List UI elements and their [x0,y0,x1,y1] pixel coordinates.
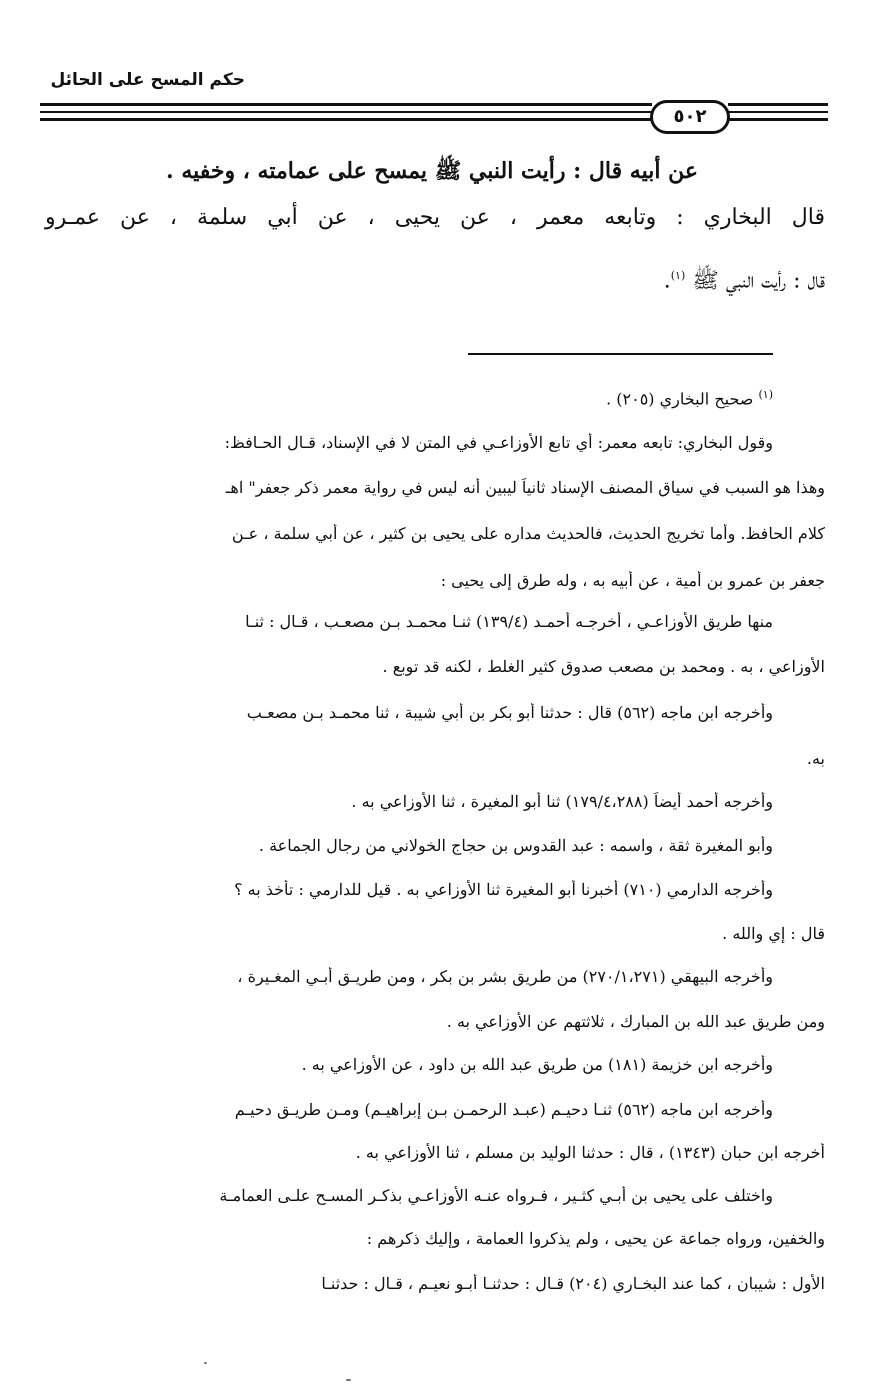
footnote-reference-mark: (١) [670,269,686,282]
footnote-line-12: وأخرجه الدارمي (٧١٠) أخبرنا أبو المغيرة ثنا الأوزاعي به . قيل للدارمي : تأخذ به ؟ [234,880,773,899]
footnote-line-11: وأبو المغيرة ثقة ، واسمه : عبد القدوس بن حجاج الخولاني من رجال الجماعة . [258,836,773,855]
footnote-line-13: قال : إي والله . [722,924,825,943]
footnote-mark: (١) [758,388,773,401]
footnote-separator [468,353,773,355]
footnote-line-3: وهذا هو السبب في سياق المصنف الإسناد ثانياً ليبين أنه ليس في رواية معمر ذكر جعفر" اهـ [225,478,825,497]
header-rule-middle [40,111,652,113]
footnote-line-9: به. [806,749,825,768]
footnote-line-7: الأوزاعي ، به . ومحمد بن مصعب صدوق كثير الغلط ، لكنه قد توبع . [382,657,825,676]
footnote-line-5: جعفر بن عمرو بن أمية ، عن أبيه به ، وله طرق إلى يحيى : [440,571,825,590]
footnote-line-18: أخرجه ابن حبان (١٣٤٣) ، قال : حدثنا الوليد بن مسلم ، ثنا الأوزاعي به . [355,1143,825,1162]
header-rule-bottom [40,118,652,121]
running-title: حكم المسح على الحائل [50,70,245,90]
main-text-line-3-text: قال : رأيت النبي ﷺ [692,268,825,294]
header-rule-top-right [728,103,828,106]
main-text-line-1: عن أبيه قال : رأيت النبي ﷺ يمسح على عمامته ، وخفيه . [166,158,698,184]
main-text-line-3-end: . [663,268,671,294]
main-text-line-3 [664,256,825,301]
footnote-text: صحيح البخاري (٢٠٥) . [606,389,754,409]
header-rule-top [40,103,652,106]
footnote-line-16: وأخرجه ابن خزيمة (١٨١) من طريق عبد الله بن داود ، عن الأوزاعي به . [301,1055,773,1074]
footnote-line-8: وأخرجه ابن ماجه (٥٦٢) قال : حدثنا أبو بكر بن أبي شيبة ، ثنا محمـد بـن مصعـب [246,703,773,722]
footnote-line-19: واختلف على يحيى بن أبـي كثـير ، فـرواه عنـه الأوزاعـي بذكـر المسـح علـى العمامـة [219,1186,773,1205]
header-rule-bottom-right [728,118,828,121]
footnote-line-10: وأخرجه أحمد أيضاً (١٧٩/٤،٢٨٨) ثنا أبو المغيرة ، ثنا الأوزاعي به . [351,792,773,811]
footnote-line-2: وقول البخاري: تابعه معمر: أي تابع الأوزاعـي في المتن لا في الإسناد، قـال الحـافظ: [224,433,773,452]
footnote-line-17: وأخرجه ابن ماجه (٥٦٢) ثنـا دحيـم (عبـد الرحمـن بـن إبراهيـم) ومـن طريـق دحيـم [234,1100,773,1119]
scan-speck [346,1379,351,1381]
footnote-line-14: وأخرجه البيهقي (٢٧٠/١،٢٧١) من طريق بشر بن بكر ، ومن طريـق أبـي المغـيرة ، [237,967,773,986]
page-number: ٥٠٢ [673,106,707,127]
footnote-line-21: الأول : شيبان ، كما عند البخـاري (٢٠٤) قـال : حدثنـا أبـو نعيـم ، قـال : حدثنـا [321,1274,825,1293]
footnote-line-6: منها طريق الأوزاعـي ، أخرجـه أحمـد (١٣٩/٤) ثنـا محمـد بـن مصعـب ، قـال : ثنـا [245,612,773,631]
footnote-line-4: كلام الحافظ. وأما تخريج الحديث، فالحديث مداره على يحيى بن كثير ، عن أبي سلمة ، عـن [231,524,825,543]
scan-speck [204,1362,207,1364]
main-text-line-2: قال البخاري : وتابعه معمر ، عن يحيى ، عن أبي سلمة ، عن عمـرو [45,205,825,230]
page-number-badge [650,100,730,134]
footnote-line-15: ومن طريق عبد الله بن المبارك ، ثلاثتهم عن الأوزاعي به . [446,1012,825,1031]
header-rule-middle-right [728,111,828,113]
footnote-line-1 [45,385,773,409]
footnote-line-20: والخفين، ورواه جماعة عن يحيى ، ولم يذكروا العمامة ، وإليك ذكرهم : [366,1229,825,1248]
